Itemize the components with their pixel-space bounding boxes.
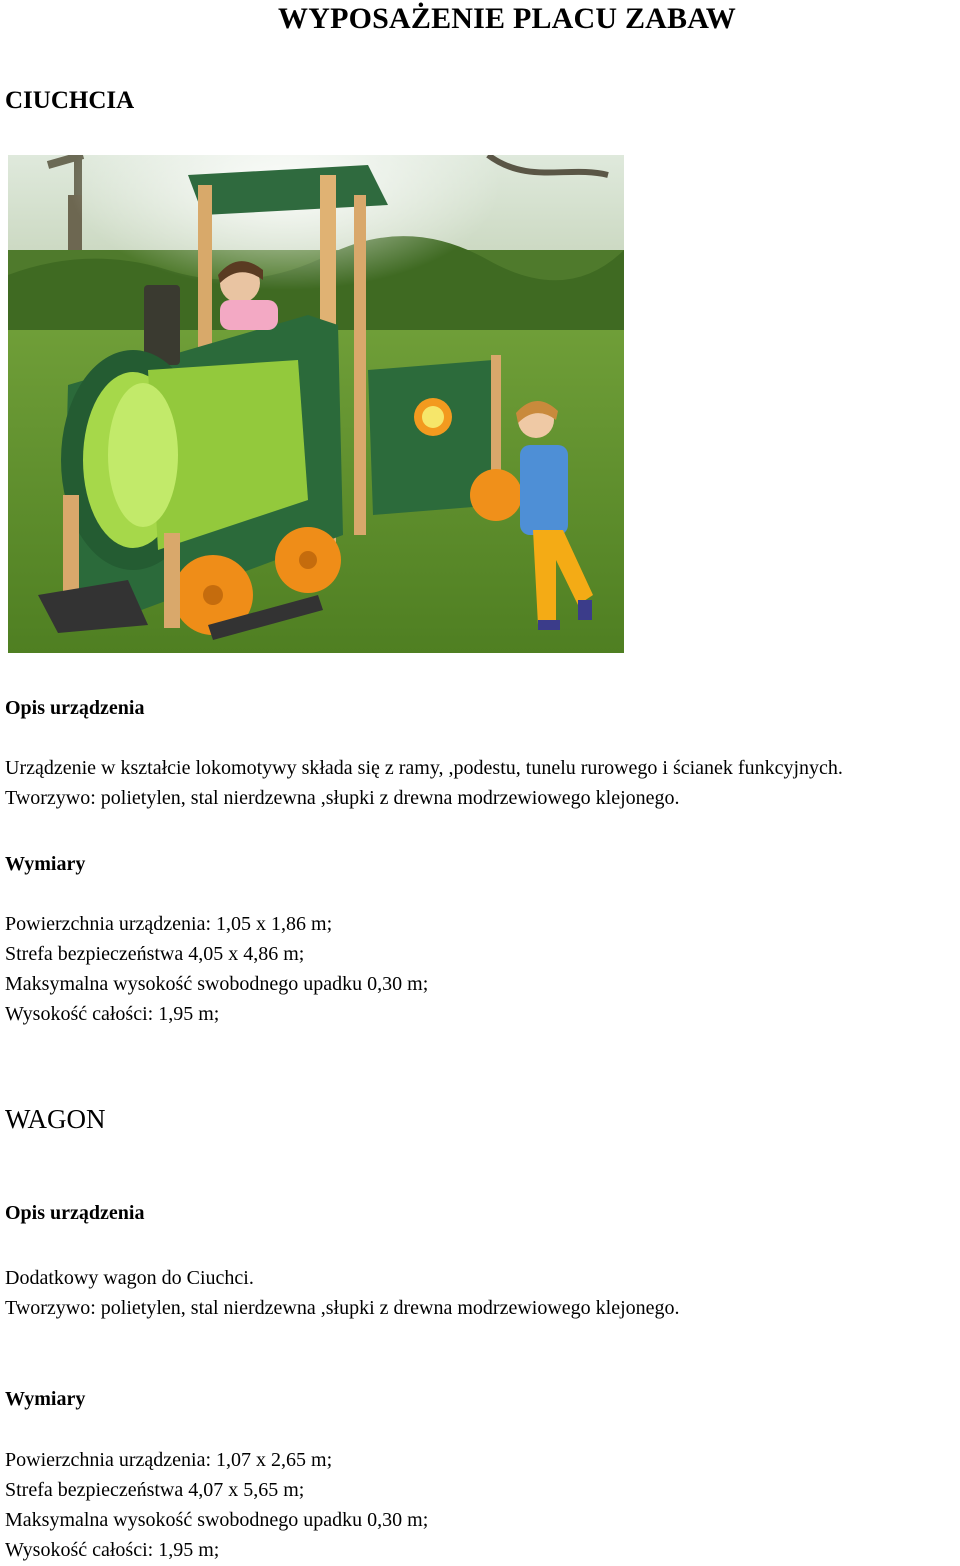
product-2-dimension-fall-height: Maksymalna wysokość swobodnego upadku 0,30 m;	[5, 1509, 429, 1531]
product-name-wagon: WAGON	[5, 1104, 106, 1134]
product-2-dimensions-heading: Wymiary	[5, 1388, 86, 1410]
product-2-dimension-safety-zone: Strefa bezpieczeństwa 4,07 x 5,65 m;	[5, 1479, 305, 1501]
product-1-dimensions-heading: Wymiary	[5, 853, 86, 875]
product-1-description-line-2: Tworzywo: polietylen, stal nierdzewna ,słupki z drewna modrzewiowego klejonego.	[5, 787, 680, 809]
product-1-dimension-safety-zone: Strefa bezpieczeństwa 4,05 x 4,86 m;	[5, 943, 305, 965]
product-2-description-line-2: Tworzywo: polietylen, stal nierdzewna ,słupki z drewna modrzewiowego klejonego.	[5, 1297, 680, 1319]
product-1-description-line-1: Urządzenie w kształcie lokomotywy składa się z ramy, ,podestu, tunelu rurowego i ścianek funkcyjnych.	[5, 757, 843, 779]
product-name-ciuchcia: CIUCHCIA	[5, 87, 135, 114]
page-title: WYPOSAŻENIE PLACU ZABAW	[278, 2, 736, 35]
product-2-description-line-1: Dodatkowy wagon do Ciuchci.	[5, 1267, 254, 1289]
product-1-description-heading: Opis urządzenia	[5, 697, 145, 719]
product-2-dimension-total-height: Wysokość całości: 1,95 m;	[5, 1539, 220, 1561]
product-2-description-heading: Opis urządzenia	[5, 1202, 145, 1224]
product-photo-locomotive	[8, 155, 624, 653]
product-2-dimension-area: Powierzchnia urządzenia: 1,07 x 2,65 m;	[5, 1449, 333, 1471]
product-1-dimension-area: Powierzchnia urządzenia: 1,05 x 1,86 m;	[5, 913, 333, 935]
product-1-dimension-total-height: Wysokość całości: 1,95 m;	[5, 1003, 220, 1025]
product-1-dimension-fall-height: Maksymalna wysokość swobodnego upadku 0,30 m;	[5, 973, 429, 995]
